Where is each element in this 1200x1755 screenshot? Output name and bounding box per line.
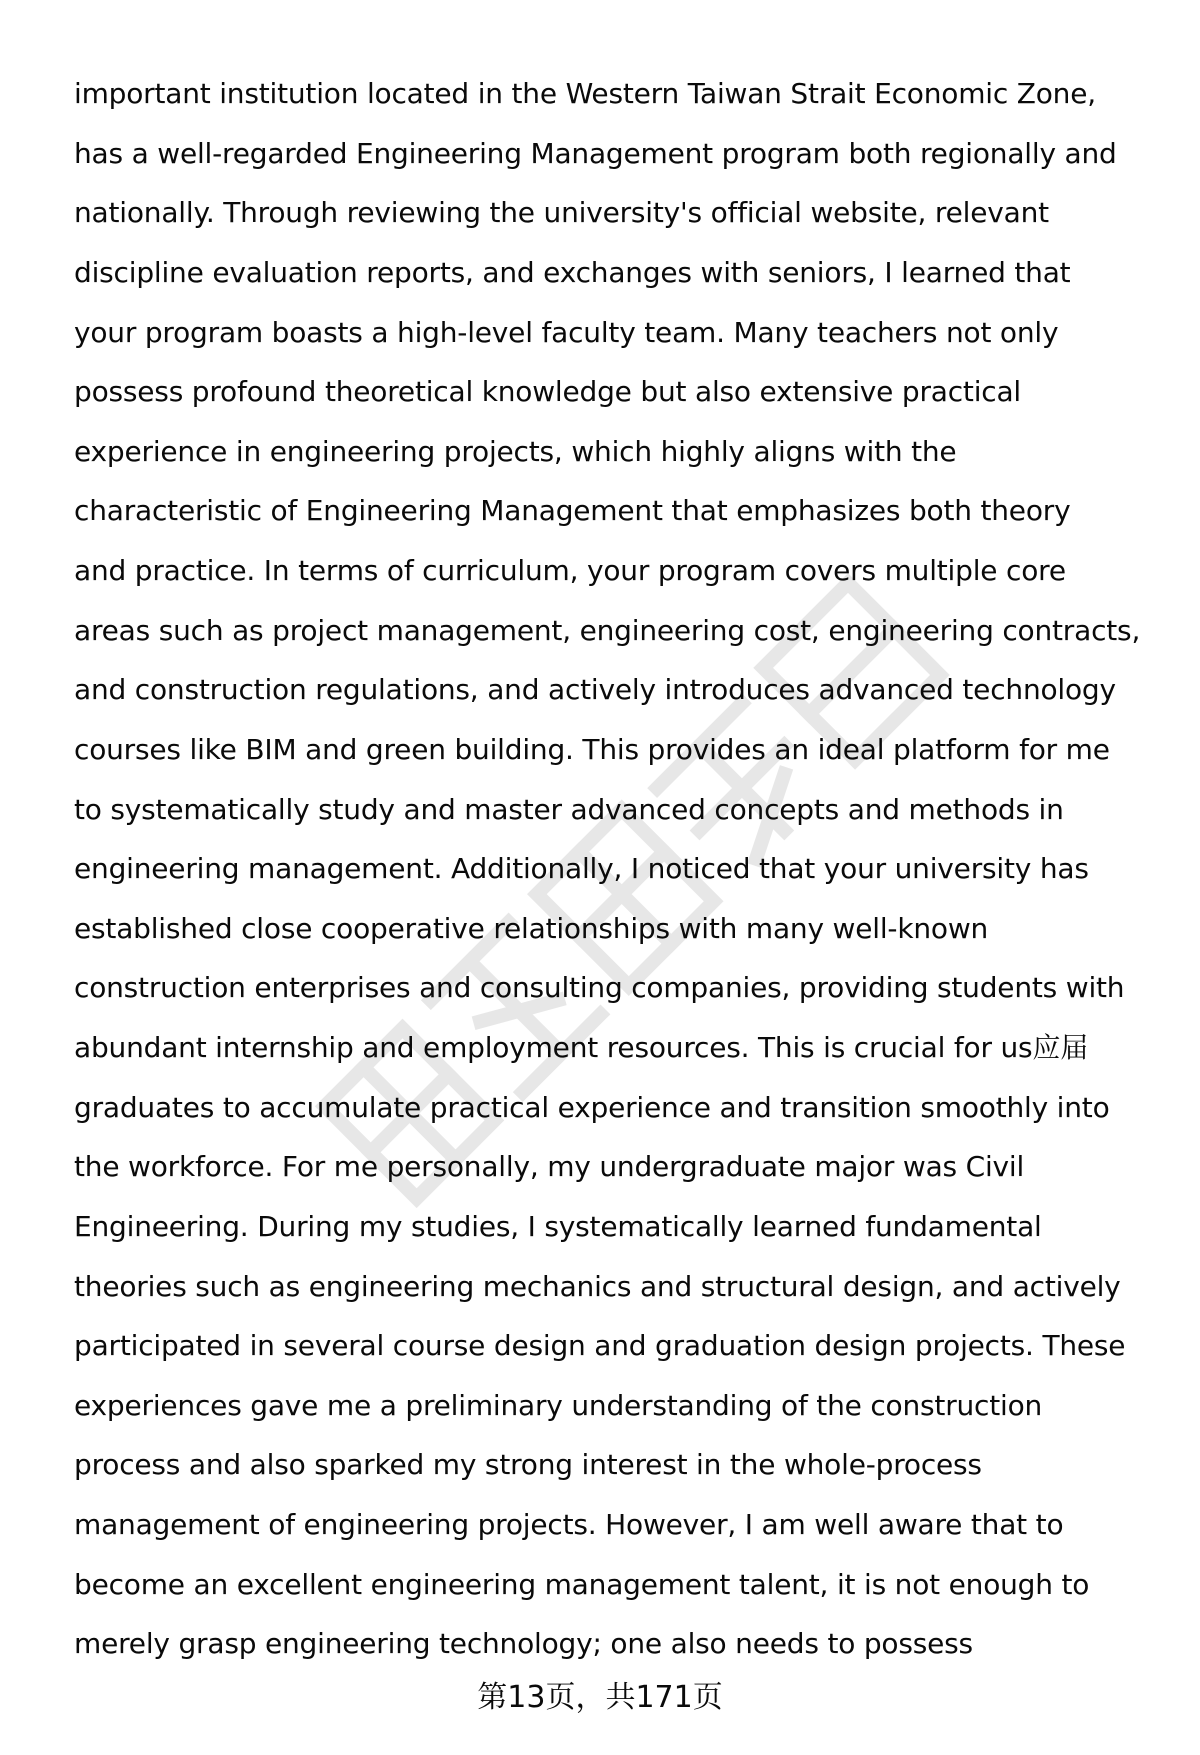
text-line: become an excellent engineering management talent, it is not enough to <box>74 1568 1090 1601</box>
text-line: construction enterprises and consulting companies, providing students with <box>74 971 1125 1004</box>
text-line: areas such as project management, engineering cost, engineering contracts, <box>74 614 1141 647</box>
text-line: abundant internship and employment resources. This is crucial for us应届 <box>74 1031 1089 1064</box>
text-line: graduates to accumulate practical experience and transition smoothly into <box>74 1091 1110 1124</box>
text-line: possess profound theoretical knowledge but also extensive practical <box>74 375 1022 408</box>
text-line: discipline evaluation reports, and exchanges with seniors, I learned that <box>74 256 1071 289</box>
text-line: your program boasts a high-level faculty team. Many teachers not only <box>74 316 1059 349</box>
text-line: important institution located in the Western Taiwan Strait Economic Zone, <box>74 77 1096 110</box>
text-line: and construction regulations, and actively introduces advanced technology <box>74 673 1116 706</box>
text-line: experiences gave me a preliminary understanding of the construction <box>74 1389 1043 1422</box>
text-line: characteristic of Engineering Management that emphasizes both theory <box>74 494 1071 527</box>
text-line: merely grasp engineering technology; one also needs to possess <box>74 1627 973 1660</box>
text-line: experience in engineering projects, which highly aligns with the <box>74 435 957 468</box>
text-line: and practice. In terms of curriculum, your program covers multiple core <box>74 554 1066 587</box>
text-line: has a well-regarded Engineering Management program both regionally and <box>74 137 1117 170</box>
text-line: theories such as engineering mechanics and structural design, and actively <box>74 1270 1121 1303</box>
text-line: engineering management. Additionally, I noticed that your university has <box>74 852 1089 885</box>
text-line: the workforce. For me personally, my undergraduate major was Civil <box>74 1150 1025 1183</box>
text-line: nationally. Through reviewing the university's official website, relevant <box>74 196 1049 229</box>
text-line: to systematically study and master advanced concepts and methods in <box>74 793 1064 826</box>
page-number-footer: 第13页，共171页 <box>477 1680 723 1715</box>
text-line: management of engineering projects. However, I am well aware that to <box>74 1508 1064 1541</box>
text-line: courses like BIM and green building. This provides an ideal platform for me <box>74 733 1110 766</box>
text-line: Engineering. During my studies, I systematically learned fundamental <box>74 1210 1042 1243</box>
text-line: process and also sparked my strong interest in the whole-process <box>74 1448 982 1481</box>
text-line: established close cooperative relationships with many well-known <box>74 912 989 945</box>
text-line: participated in several course design and graduation design projects. These <box>74 1329 1126 1362</box>
